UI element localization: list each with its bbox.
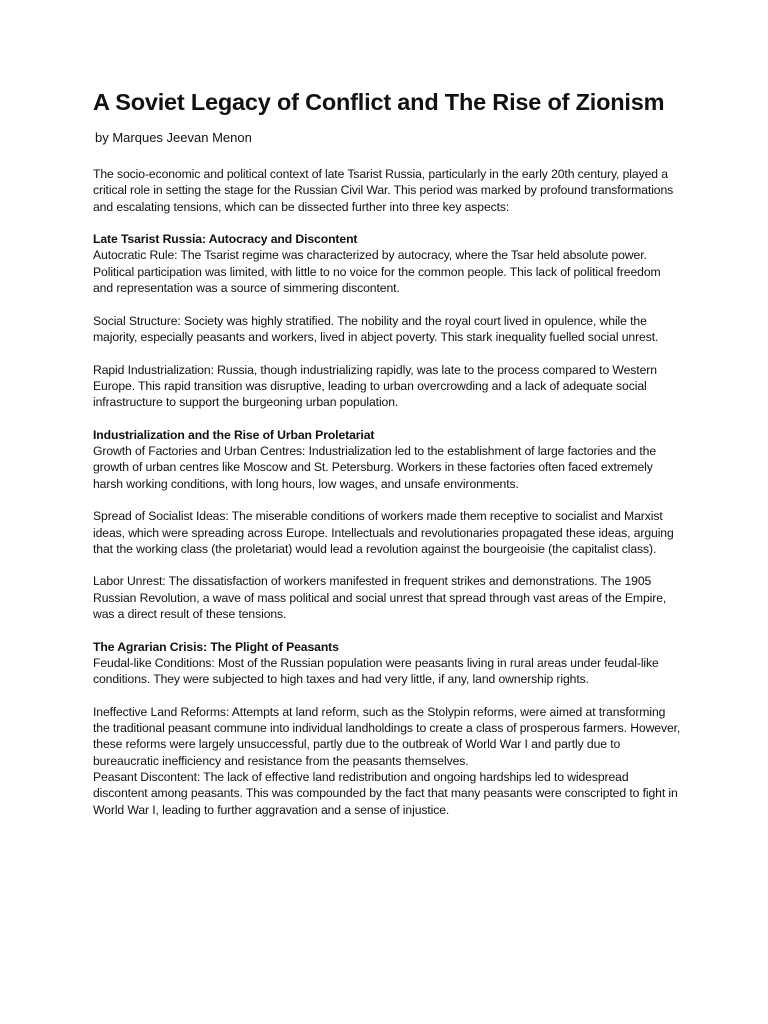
body-paragraph: Autocratic Rule: The Tsarist regime was characterized by autocracy, where the Tsar held absolute power. Political participation was limited, with little to no voice for the common people. This lack of political freedom and representation was a source of simmering discontent. xyxy=(93,248,661,296)
body-paragraph: Social Structure: Society was highly stratified. The nobility and the royal court lived in opulence, while the majority, especially peasants and workers, lived in abject poverty. This stark inequality fuelled social unrest. xyxy=(93,313,659,344)
section-3-block xyxy=(93,639,683,688)
body-paragraph: Peasant Discontent: The lack of effective land redistribution and ongoing hardships led to widespread discontent among peasants. This was compounded by the fact that many peasants were conscripted to fight in World War I, leading to further aggravation and a sense of injustice. xyxy=(93,769,678,817)
body-paragraph: Rapid Industrialization: Russia, though industrializing rapidly, was late to the process compared to Western Europe. This rapid transition was disruptive, leading to urban overcrowding and a lack of adequate social infrastructure to support the burgeoning urban population. xyxy=(93,362,657,410)
body-paragraph: Spread of Socialist Ideas: The miserable conditions of workers made them receptive to socialist and Marxist ideas, which were spreading across Europe. Intellectuals and revolutionaries propagated these ideas, arguing that the working class (the proletariat) would lead a revolution against the bourgeoisie (the capitalist class). xyxy=(93,509,674,556)
body-paragraph: Labor Unrest: The dissatisfaction of workers manifested in frequent strikes and demonstrations. The 1905 Russian Revolution, a wave of mass political and social unrest that spread through vast areas of the Empire, was a direct result of these tensions. xyxy=(93,574,667,622)
section-1-block xyxy=(93,231,683,296)
author-byline: by Marques Jeevan Menon xyxy=(95,130,252,145)
section-heading: The Agrarian Crisis: The Plight of Peasants xyxy=(93,639,339,654)
body-paragraph: Feudal-like Conditions: Most of the Russian population were peasants living in rural areas under feudal-like conditions. They were subjected to high taxes and had very little, if any, land ownership rights. xyxy=(93,655,659,687)
section-2-block xyxy=(93,427,683,492)
intro-paragraph: The socio-economic and political context of late Tsarist Russia, particularly in the early 20th century, played a critical role in setting the stage for the Russian Civil War. This period was marked by profound transformations and escalating tensions, which can be dissected further into three key aspects: xyxy=(93,167,674,214)
body-paragraph: Ineffective Land Reforms: Attempts at land reform, such as the Stolypin reforms, were aimed at transforming the traditional peasant commune into individual landholdings to create a class of prosperous farmers. However, these reforms were largely unsuccessful, partly due to the outbreak of World War I and partly due to bureaucratic inefficiency and resistance from the peasants themselves. xyxy=(93,704,681,768)
document-title xyxy=(93,86,683,154)
section-heading: Industrialization and the Rise of Urban Proletariat xyxy=(93,427,375,442)
body-paragraph: Growth of Factories and Urban Centres: Industrialization led to the establishment of large factories and the growth of urban centres like Moscow and St. Petersburg. Workers in these factories often faced extremely harsh working conditions, with long hours, low wages, and unsafe environments. xyxy=(93,444,656,491)
title-text: A Soviet Legacy of Conflict and The Rise of Zionism xyxy=(93,89,665,115)
document-page xyxy=(93,86,683,834)
section-heading: Late Tsarist Russia: Autocracy and Discontent xyxy=(93,232,358,247)
